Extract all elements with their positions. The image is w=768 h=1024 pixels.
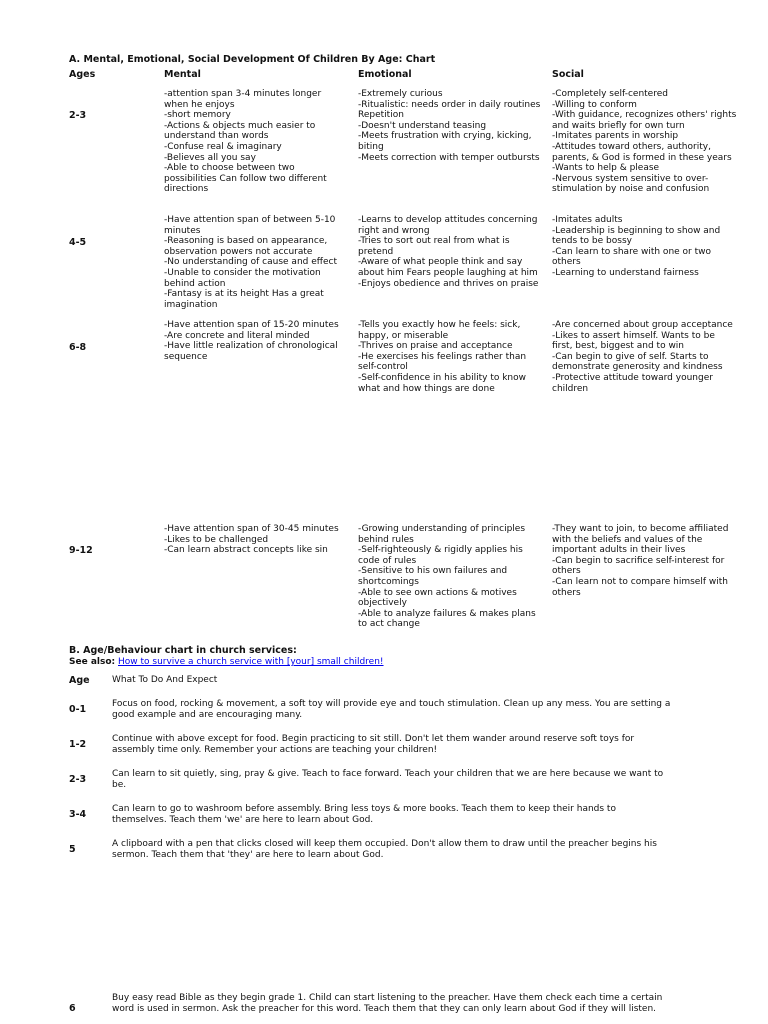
column-header-emotional: Emotional	[358, 69, 412, 80]
behaviour-text: Can learn to go to washroom before assembly. Bring less toys & more books. Teach them to keep their hands to themselves. Teach them 'we' are here to learn about God.	[112, 804, 616, 825]
behaviour-age-2-3: 2-3	[69, 774, 87, 785]
section-b-title: B. Age/Behaviour chart in church services:	[69, 645, 297, 656]
column-header-what-to-do: What To Do And Expect	[112, 675, 218, 685]
column-header-age: Age	[69, 675, 90, 686]
behaviour-age-3-4: 3-4	[69, 809, 87, 820]
column-header-social: Social	[552, 69, 584, 80]
social-cell: -Completely self-centered -Willing to conform -With guidance, recognizes others' rights and waits briefly for own turn -Imitates parents in worship -Attitudes toward others, authority, parents, & God is formed in these years -Wants to help & please -Nervous system sensitive to over-stimulation by noise and confusion	[552, 89, 737, 195]
emotional-cell: -Extremely curious -Ritualistic: needs order in daily routines Repetition -Doesn't understand teasing -Meets frustration with crying, kicking, biting -Meets correction with temper outbursts	[358, 89, 541, 163]
mental-cell: -Have attention span of 30-45 minutes -Likes to be challenged -Can learn abstract concepts like sin	[164, 524, 339, 556]
see-also-link[interactable]: How to survive a church service with [your] small children!	[118, 657, 384, 667]
behaviour-text: Continue with above except for food. Begin practicing to sit still. Don't let them wander around reserve soft toys for assembly time only. Remember your actions are teaching your children!	[112, 734, 635, 755]
behaviour-age-1-2: 1-2	[69, 739, 87, 750]
section-a-title: A. Mental, Emotional, Social Development Of Children By Age: Chart	[69, 54, 436, 65]
column-header-mental: Mental	[164, 69, 201, 80]
emotional-cell: -Learns to develop attitudes concerning right and wrong -Tries to sort out real from what is pretend -Aware of what people think and say about him Fears people laughing at him -Enjoys obedience and thrives on praise	[358, 215, 539, 289]
social-cell: -They want to join, to become affiliated with the beliefs and values of the important adults in their lives -Can begin to sacrifice self-interest for others -Can learn not to compare himself with others	[552, 524, 729, 598]
column-header-ages: Ages	[69, 69, 96, 80]
emotional-cell: -Growing understanding of principles behind rules -Self-righteously & rigidly applies his code of rules -Sensitive to his own failures and shortcomings -Able to see own actions & motives objectively -Able to analyze failures & makes plans to act change	[358, 524, 536, 630]
emotional-cell: -Tells you exactly how he feels: sick, happy, or miserable -Thrives on praise and acceptance -He exercises his feelings rather than self-control -Self-confidence in his ability to know what and how things are done	[358, 320, 527, 394]
row-age-4-5: 4-5	[69, 237, 87, 248]
behaviour-text: A clipboard with a pen that clicks closed will keep them occupied. Don't allow them to draw until the preacher begins his sermon. Teach them that 'they' are here to learn about God.	[112, 839, 657, 860]
mental-cell: -attention span 3-4 minutes longer when he enjoys -short memory -Actions & objects much easier to understand than words -Confuse real & imaginary -Believes all you say -Able to choose between two possibilities Can follow two different directions	[164, 89, 327, 195]
behaviour-age-0-1: 0-1	[69, 704, 87, 715]
see-also-line	[69, 657, 384, 667]
behaviour-text: Focus on food, rocking & movement, a soft toy will provide eye and touch stimulation. Clean up any mess. You are setting a good example and are encouraging many.	[112, 699, 671, 720]
behaviour-text: Buy easy read Bible as they begin grade 1. Child can start listening to the preacher. Have them check each time a certain word is used in sermon. Ask the preacher for this word. Teach them that they can only learn about God if they will listen.	[112, 993, 663, 1014]
row-age-9-12: 9-12	[69, 545, 93, 556]
social-cell: -Imitates adults -Leadership is beginning to show and tends to be bossy -Can learn to share with one or two others -Learning to understand fairness	[552, 215, 721, 278]
mental-cell: -Have attention span of between 5-10 minutes -Reasoning is based on appearance, observation powers not accurate -No understanding of cause and effect -Unable to consider the motivation behind action -Fantasy is at its height Has a great imagination	[164, 215, 337, 310]
see-also-label: See also:	[69, 657, 116, 667]
mental-cell: -Have attention span of 15-20 minutes -Are concrete and literal minded -Have little realization of chronological sequence	[164, 320, 339, 362]
row-age-2-3: 2-3	[69, 110, 87, 121]
behaviour-age-6: 6	[69, 1003, 76, 1014]
social-cell: -Are concerned about group acceptance -Likes to assert himself. Wants to be first, best, biggest and to win -Can begin to give of self. Starts to demonstrate generosity and kindness -Protective attitude toward younger children	[552, 320, 733, 394]
behaviour-text: Can learn to sit quietly, sing, pray & give. Teach to face forward. Teach your children that we are here because we want to be.	[112, 769, 664, 790]
behaviour-age-5: 5	[69, 844, 76, 855]
row-age-6-8: 6-8	[69, 342, 87, 353]
